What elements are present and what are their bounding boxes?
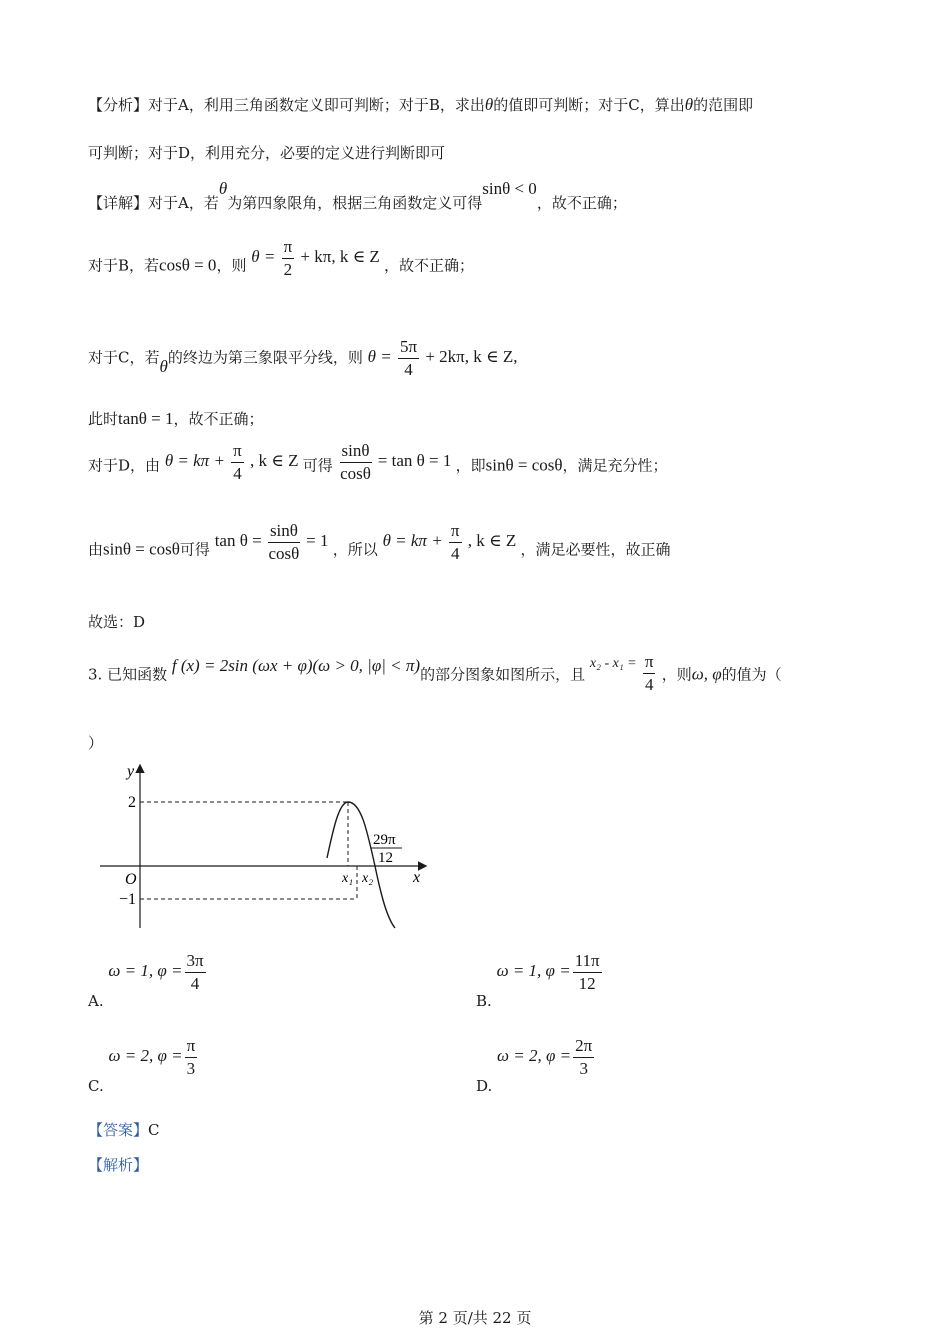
origin-label: O	[125, 871, 137, 888]
detail-choice: 故选：D	[88, 613, 146, 631]
x-label: x	[413, 869, 421, 886]
page-footer: 第 2 页/共 22 页	[418, 1309, 532, 1327]
detail-tag: 【详解】	[88, 194, 149, 212]
x2-label: x₂	[362, 871, 374, 886]
detail-c: 对于C，若θ的终边为第三象限平分线，则 θ = $\frac{5\pi}{4}$ + 2kπ, k ∈ Z,	[88, 337, 518, 379]
question-3: 3. 已知函数 f (x) = 2sin (ωx + φ)(ω > 0, |φ| < π)的部分图象如图所示，且 $^{x_2 - x_1 =}$ $\frac{\pi}{4}$ ，则ω, φ的值为（	[88, 652, 782, 694]
analysis-line-2: 可判断；对于D，利用充分，必要的定义进行判断即可	[88, 144, 446, 162]
detail-b: 对于B，若cosθ = 0，则 θ = $\frac{\pi}{2}$ + kπ, k ∈ Z ，故不正确；	[88, 237, 475, 279]
y-tick-2: 2	[128, 794, 136, 811]
annot-num: 29π	[373, 832, 396, 848]
option-d[interactable]: D. ω = 2, φ = $\frac{2\pi}{3}$	[476, 1036, 593, 1096]
detail-e: 由sinθ = cosθ可得 tan θ = $\frac{\sin\theta}{\cos\theta}$ = 1 ，所以 θ = kπ + $\frac{\pi}{4}$ , k ∈ Z ，满足必要性，故正确	[88, 521, 671, 563]
option-b[interactable]: B. ω = 1, φ = $\frac{11\pi}{12}$	[476, 951, 600, 1011]
option-a[interactable]: A. ω = 1, φ = $\frac{3\pi}{4}$	[88, 951, 204, 1011]
option-c[interactable]: C. ω = 2, φ = $\frac{\pi}{3}$	[88, 1036, 196, 1096]
answer-line	[88, 1123, 160, 1138]
analysis-line-1: 【分析】对于A，利用三角函数定义即可判断；对于B，求出θ的值即可判断；对于C，算出θ的范围即	[88, 95, 754, 114]
explain-tag: 【解析】	[88, 1156, 149, 1174]
x1-label: x₁	[342, 871, 354, 886]
answer-value: C	[148, 1121, 160, 1139]
detail-c2: 此时tanθ = 1，故不正确；	[88, 409, 264, 428]
detail-d: 对于D，由 θ = kπ + $\frac{\pi}{4}$ , k ∈ Z 可得 $\frac{\sin\theta}{\cos\theta}$ = tan θ = 1 ，即sinθ = cosθ，满足充分性；	[88, 441, 668, 483]
annot-den: 12	[378, 850, 393, 866]
y-tick-neg1: −1	[119, 891, 137, 908]
question-close: ）	[88, 734, 104, 752]
function-graph	[95, 760, 435, 935]
answer-tag: 【答案】	[88, 1121, 149, 1139]
detail-a: 【详解】对于A，若θ为第四象限角，根据三角函数定义可得sinθ < 0，故不正确；	[88, 179, 627, 212]
y-label: y	[127, 763, 135, 780]
analysis-tag: 【分析】	[88, 96, 149, 114]
